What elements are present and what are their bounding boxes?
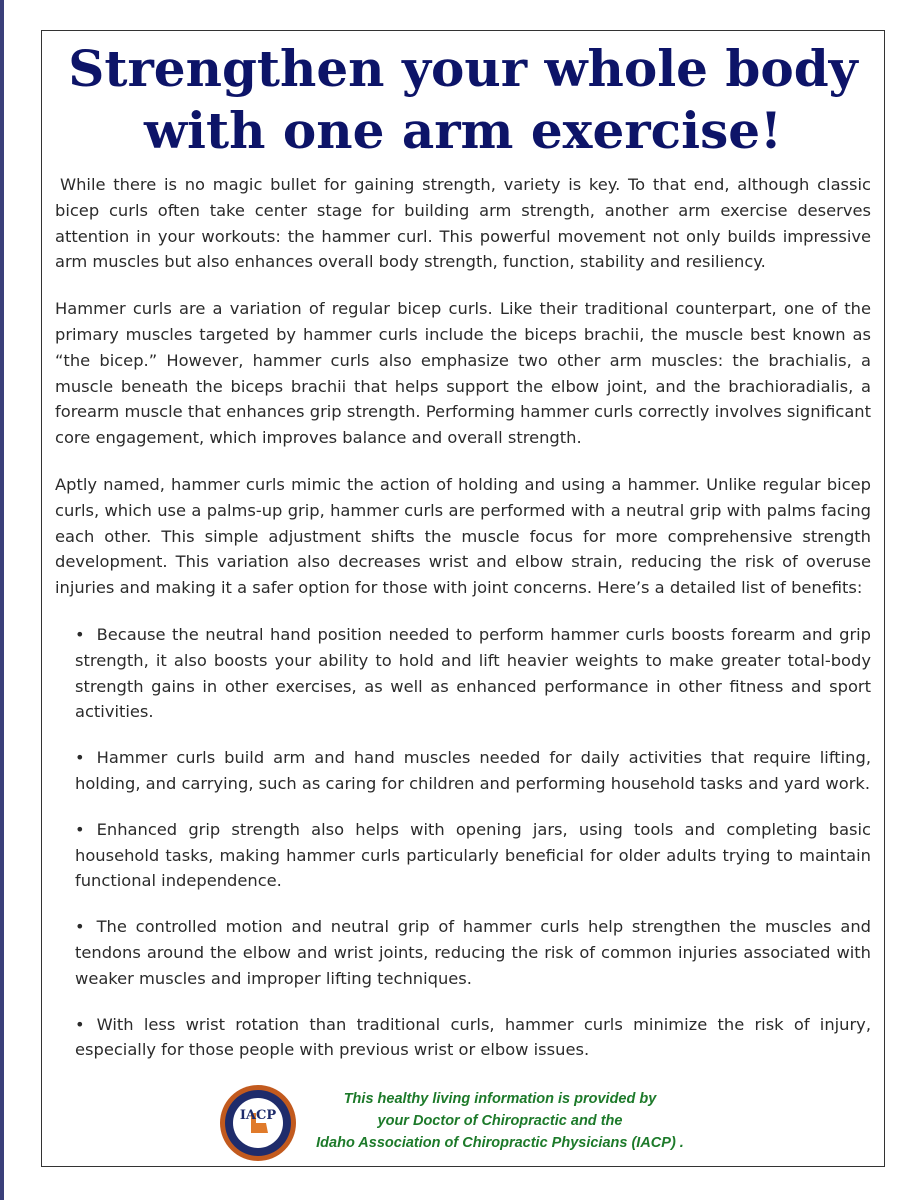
benefits-list [55, 622, 871, 1063]
credit-text [310, 1088, 690, 1154]
logo-monogram: IACP [239, 1108, 277, 1123]
page-title [41, 38, 885, 162]
intro-paragraph: While there is no magic bullet for gaining strength, variety is key. To that end, although classic bicep curls often take center stage for building arm strength, another arm exercise deserves attention in your workouts: the hammer curl. This powerful movement not only builds impressive arm muscles but also enhances overall body strength, function, stability and resiliency. [55, 175, 871, 272]
list-item-text: Enhanced grip strength also helps with opening jars, using tools and completing basic household tasks, making hammer curls particularly beneficial for older adults trying to maintain functional independence. [75, 819, 871, 891]
paragraph-2: Hammer curls are a variation of regular bicep curls. Like their traditional counterpart, one of the primary muscles targeted by hammer curls include the biceps brachii, the muscle best known as “the bicep.” However, hammer curls also emphasize two other arm muscles: the brachialis, a muscle beneath the biceps brachii that helps support the elbow joint, and the brachioradialis, a forearm muscle that enhances grip strength. Performing hammer curls correctly involves significant core engagement, which improves balance and overall strength. [55, 299, 871, 448]
bullet-icon: • [75, 1014, 85, 1034]
list-item [75, 622, 871, 725]
title-line-1: Strengthen your whole body [68, 39, 858, 98]
list-item-text: The controlled motion and neutral grip of hammer curls help strengthen the muscles and tendons around the elbow and wrist joints, reducing the risk of common injuries associated with weaker muscles and improper lifting techniques. [75, 917, 871, 988]
bullet-icon: • [75, 748, 85, 768]
article-body [55, 172, 871, 1083]
list-item-text: Because the neutral hand position needed to perform hammer curls boosts forearm and grip strength, it also boosts your ability to hold and lift heavier weights to make greater total-body strength gains in other exercises, as well as enhanced performance in other fitness and sport activities. [75, 624, 871, 722]
left-edge-rule [0, 0, 4, 1200]
footer-credit [218, 1083, 778, 1161]
bullet-icon: • [75, 917, 85, 937]
credit-line-1: This healthy living information is provided by [343, 1091, 657, 1107]
list-item [75, 1012, 871, 1064]
credit-line-2: your Doctor of Chiropractic and the [377, 1113, 623, 1129]
list-item [75, 745, 871, 797]
list-item-text: With less wrist rotation than traditional curls, hammer curls minimize the risk of injury, especially for those people with previous wrist or elbow issues. [75, 1014, 871, 1060]
list-item-text: Hammer curls build arm and hand muscles needed for daily activities that require lifting, holding, and carrying, such as caring for children and performing household tasks and yard work. [75, 748, 871, 793]
list-item [75, 914, 871, 991]
list-item [75, 817, 871, 894]
iacp-logo [218, 1083, 298, 1163]
bullet-icon: • [75, 819, 85, 839]
credit-line-3: Idaho Association of Chiropractic Physicians (IACP) . [316, 1135, 684, 1151]
paragraph-3: Aptly named, hammer curls mimic the action of holding and using a hammer. Unlike regular bicep curls, which use a palms-up grip, hammer curls are performed with a neutral grip with palms facing each other. This simple adjustment shifts the muscle focus for more comprehensive strength development. This variation also decreases wrist and elbow strain, reducing the risk of overuse injuries and making it a safer option for those with joint concerns. Here’s a detailed list of benefits: [55, 474, 871, 598]
title-line-2: with one arm exercise! [144, 101, 782, 160]
bullet-icon: • [75, 624, 85, 644]
